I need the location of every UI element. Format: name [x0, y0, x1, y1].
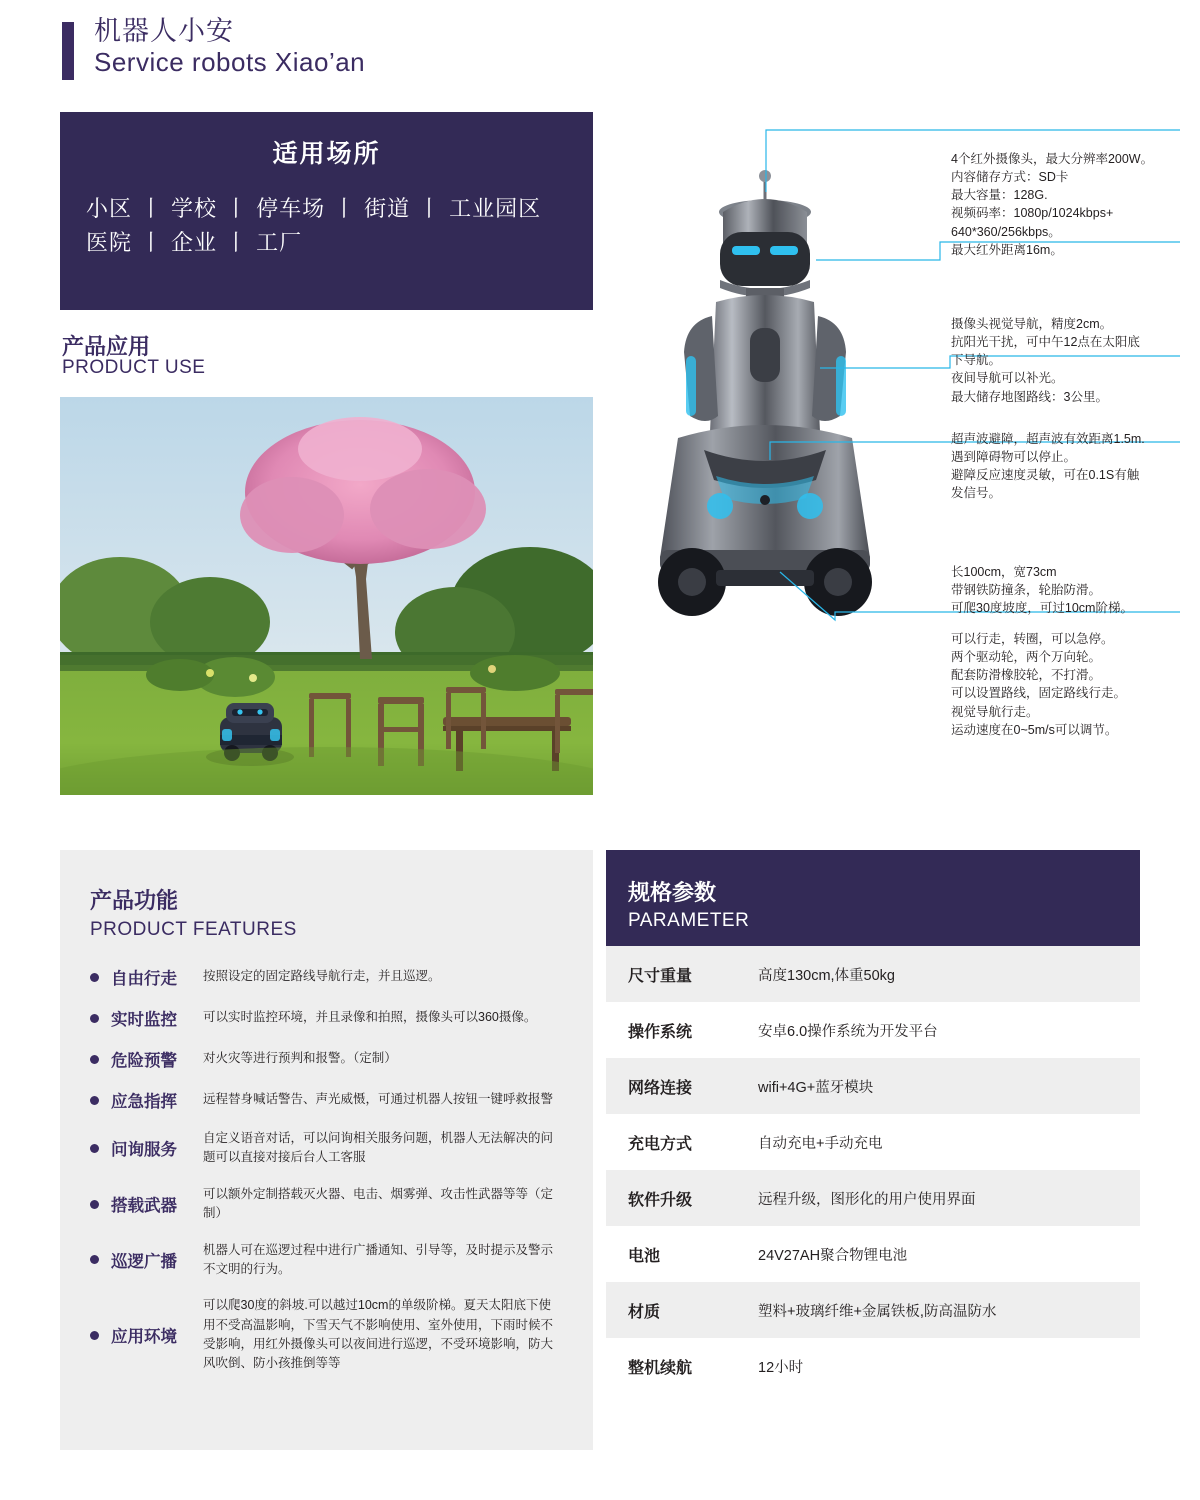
feature-item [90, 1006, 563, 1030]
scenario-separator: 丨 [225, 230, 249, 256]
bullet-icon [90, 1255, 99, 1264]
parameter-value: 24V27AH聚合物锂电池 [758, 1247, 908, 1264]
table-row [606, 1002, 1140, 1058]
parameter-key: 材质 [628, 1303, 661, 1321]
callout-line: 抗阳光干扰，可中午12点在太阳底 [951, 335, 1140, 350]
callout-line: 视频码率：1080p/1024kbps+ [951, 206, 1114, 221]
parameters-panel [606, 850, 1140, 1394]
callout-line: 摄像头视觉导航，精度2cm。 [951, 317, 1113, 331]
callout-line: 视觉导航行走。 [951, 704, 1039, 719]
scenarios-panel [60, 112, 593, 310]
scenario-item: 工厂 [256, 230, 303, 256]
parameter-value: 自动充电+手动充电 [758, 1135, 883, 1152]
parameter-key: 操作系统 [628, 1023, 693, 1041]
features-title-en: PRODUCT FEATURES [90, 919, 297, 940]
scenario-separator: 丨 [418, 196, 442, 221]
feature-description: 可以实时监控环境，并且录像和拍照，摄像头可以360摄像。 [203, 1010, 537, 1025]
feature-item [90, 1296, 563, 1374]
parameter-value: 12小时 [758, 1359, 804, 1376]
parameter-value: 远程升级，图形化的用户使用界面 [758, 1191, 976, 1208]
scenario-item: 工业园区 [449, 196, 542, 221]
parameter-key: 充电方式 [628, 1135, 693, 1153]
callout-line: 长100cm，宽73cm [951, 565, 1057, 579]
feature-description: 可以爬30度的斜坡.可以越过10cm的单级阶梯。夏天太阳底下使用不受高温影响，下雪天气不影响使用、室外使用，下雨时候不受影响，用红外摄像头可以夜间进行巡逻，不受环境影响，防大风吹倒、防小孩推倒等等 [203, 1298, 554, 1371]
table-row [606, 1226, 1140, 1282]
table-row [606, 1338, 1140, 1394]
callout-line: 最大红外距离16m。 [951, 242, 1063, 257]
scenario-separator: 丨 [140, 196, 164, 221]
scenario-item: 医院 [86, 230, 133, 256]
callout-line: 带钢铁防撞条，轮胎防滑。 [951, 583, 1102, 598]
page-title-cn: 机器人小安 [94, 16, 234, 46]
callout-line: 避障反应速度灵敏，可在0.1S有触 [951, 468, 1140, 483]
parameter-key: 软件升级 [628, 1191, 693, 1209]
feature-name: 应用环境 [111, 1328, 177, 1346]
bullet-icon [90, 1144, 99, 1153]
product-use-title-en: PRODUCT USE [62, 357, 206, 378]
feature-item [90, 1241, 563, 1280]
callout-line: 4个红外摄像头，最大分辨率200W。 [951, 152, 1154, 166]
feature-description: 自定义语音对话，可以问询相关服务问题，机器人无法解决的问题可以直接对接后台人工客服 [203, 1131, 554, 1165]
scenario-item: 学校 [171, 196, 218, 221]
feature-description: 可以额外定制搭载灭火器、电击、烟雾弹、攻击性武器等等（定制） [203, 1186, 554, 1221]
page-title-en: Service robots Xiao’an [94, 47, 366, 78]
product-features-panel [60, 850, 593, 1450]
parameter-key: 尺寸重量 [628, 967, 693, 985]
scenario-item: 街道 [364, 196, 411, 221]
scenarios-title: 适用场所 [272, 140, 381, 168]
callout-line: 最大储存地图路线：3公里。 [951, 389, 1108, 404]
feature-name: 巡逻广播 [111, 1252, 177, 1271]
parameters-header [606, 850, 1140, 946]
bullet-icon [90, 1096, 99, 1105]
table-row [606, 1170, 1140, 1226]
scenarios-line-2 [86, 226, 567, 260]
callout-line: 运动速度在0~5m/s可以调节。 [951, 722, 1118, 737]
scenario-separator: 丨 [140, 230, 164, 256]
product-use-title-cn: 产品应用 [62, 334, 151, 359]
feature-item [90, 1185, 563, 1224]
callout-line: 遇到障碍物可以停止。 [951, 450, 1077, 465]
scenario-separator: 丨 [225, 196, 249, 221]
table-row [606, 946, 1140, 1002]
bullet-icon [90, 1055, 99, 1064]
parameter-key: 网络连接 [628, 1079, 693, 1097]
callout-line: 配套防滑橡胶轮，不打滑。 [951, 668, 1102, 683]
parameter-key: 电池 [628, 1247, 661, 1265]
feature-description: 对火灾等进行预判和报警。（定制） [203, 1051, 397, 1066]
parameter-value: wifi+4G+蓝牙模块 [758, 1079, 874, 1096]
feature-item [90, 1129, 563, 1168]
parameter-value: 塑料+玻璃纤维+金属铁板,防高温防水 [758, 1303, 997, 1320]
callout-line: 两个驱动轮，两个万向轮。 [951, 650, 1102, 665]
callout-line: 可爬30度坡度，可过10cm阶梯。 [951, 601, 1133, 616]
table-row [606, 1282, 1140, 1338]
feature-name: 实时监控 [111, 1011, 177, 1029]
callout-line: 下导航。 [951, 353, 1002, 368]
callout-motion [951, 630, 1126, 739]
product-use-photo [60, 397, 593, 795]
scenario-separator: 丨 [333, 196, 357, 221]
callout-line: 640*360/256kbps。 [951, 224, 1061, 239]
page-header [62, 16, 365, 80]
feature-description: 机器人可在巡逻过程中进行广播通知、引导等，及时提示及警示不文明的行为。 [203, 1242, 554, 1276]
callout-chassis [951, 563, 1133, 617]
parameter-value: 安卓6.0操作系统为开发平台 [758, 1023, 938, 1040]
callout-line: 可以设置路线，固定路线行走。 [951, 686, 1127, 701]
callout-line: 超声波避障，超声波有效距离1.5m. [951, 432, 1145, 446]
scenario-item: 企业 [171, 230, 218, 256]
bullet-icon [90, 1200, 99, 1209]
feature-description: 按照设定的固定路线导航行走，并且巡逻。 [203, 969, 441, 984]
bullet-icon [90, 1014, 99, 1023]
callout-line: 最大容量：128G. [951, 188, 1048, 203]
features-title-cn: 产品功能 [90, 888, 179, 913]
feature-item [90, 965, 563, 989]
parameter-value: 高度130cm,体重50kg [758, 967, 895, 984]
feature-item [90, 1088, 563, 1112]
feature-name: 搭载武器 [111, 1197, 177, 1216]
callout-line: 可以行走，转圈，可以急停。 [951, 632, 1114, 646]
robot-diagram [620, 120, 1180, 760]
bullet-icon [90, 1331, 99, 1340]
callout-line: 夜间导航可以补光。 [951, 371, 1064, 386]
callout-camera [951, 150, 1153, 259]
feature-name: 应急指挥 [111, 1093, 177, 1111]
parameters-title-en: PARAMETER [628, 910, 750, 931]
table-row [606, 1058, 1140, 1114]
feature-name: 危险预警 [111, 1052, 177, 1070]
callout-navigation [951, 315, 1140, 406]
feature-name: 问询服务 [111, 1141, 177, 1160]
parameters-title-cn: 规格参数 [628, 880, 717, 905]
parameter-key: 整机续航 [628, 1359, 693, 1377]
feature-description: 远程替身喊话警告、声光威慑，可通过机器人按钮一键呼救报警 [203, 1092, 554, 1107]
callout-line: 内容储存方式：SD卡 [951, 170, 1069, 185]
features-list [90, 965, 563, 1374]
callout-ultrasonic [951, 430, 1145, 503]
header-accent-bar [62, 22, 74, 80]
scenarios-line-1 [86, 192, 567, 226]
scenario-item: 停车场 [256, 196, 326, 221]
table-row [606, 1114, 1140, 1170]
feature-item [90, 1047, 563, 1071]
callout-line: 发信号。 [951, 486, 1002, 501]
scenario-item: 小区 [86, 196, 133, 221]
feature-name: 自由行走 [111, 970, 177, 988]
bullet-icon [90, 973, 99, 982]
